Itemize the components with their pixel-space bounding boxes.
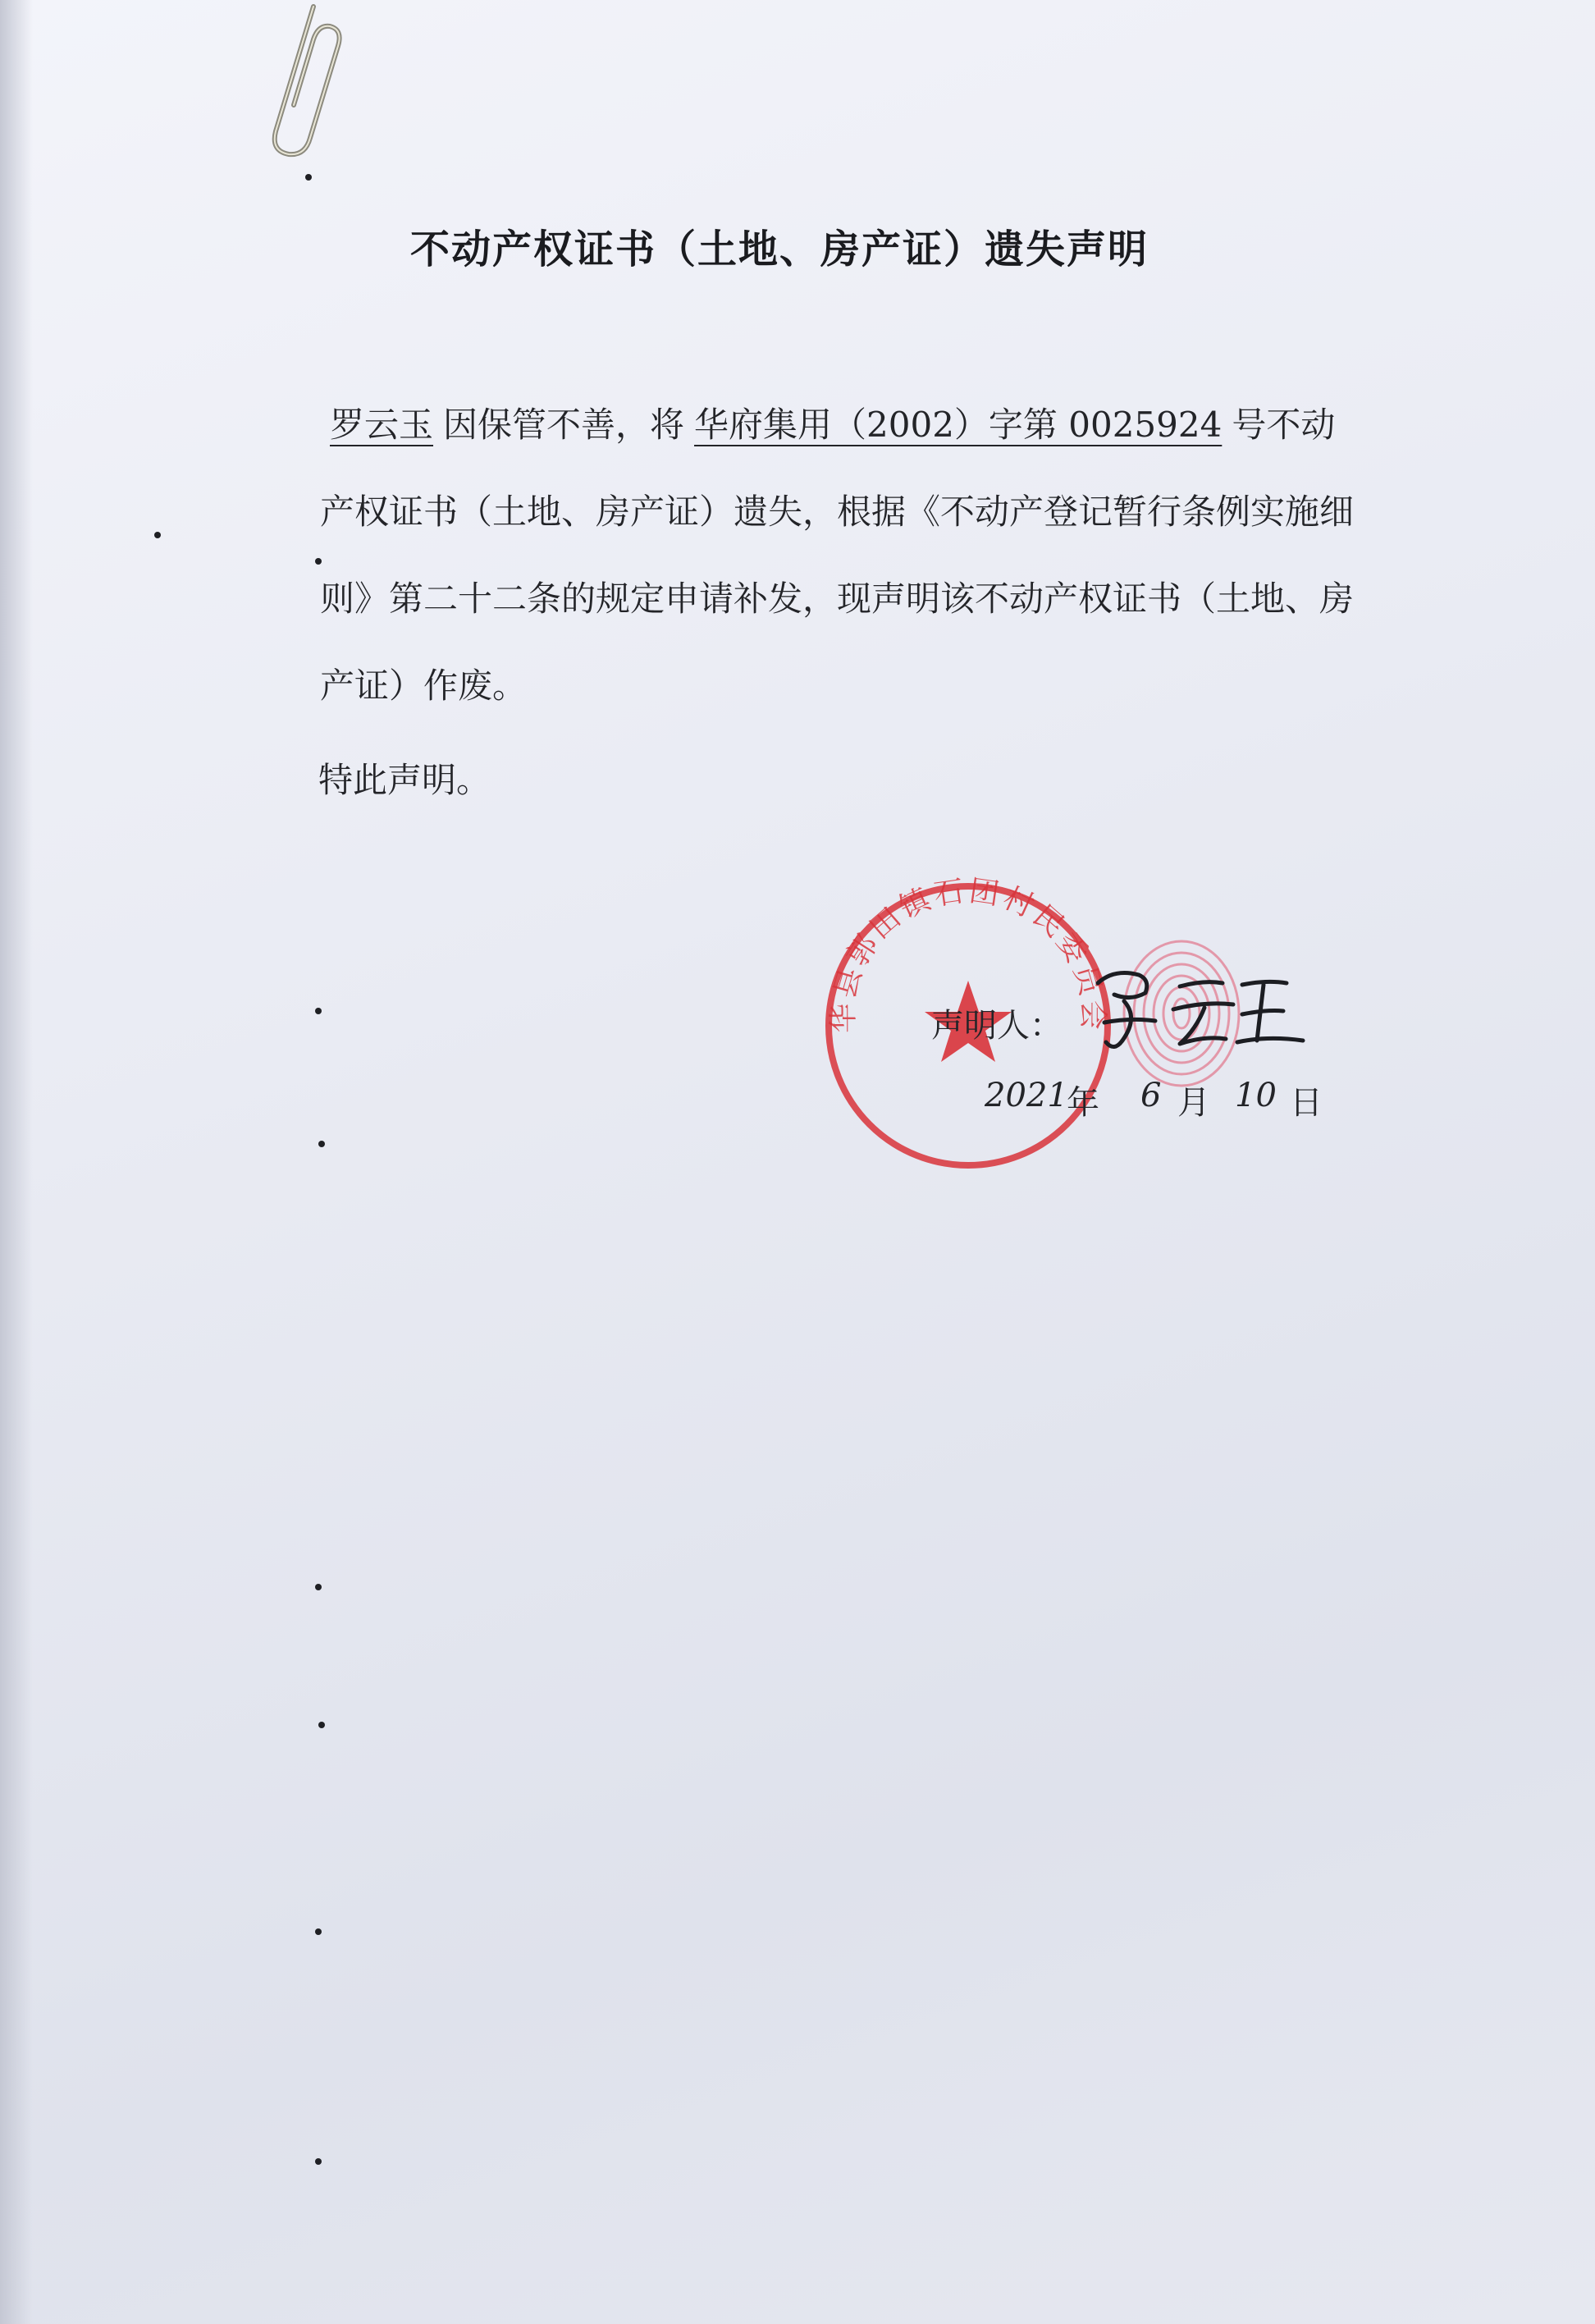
- paperclip-icon: [246, 0, 353, 164]
- closing-text: 特此声明。: [318, 760, 491, 800]
- statement-body: [246, 382, 1354, 730]
- text-after-name: 因保管不善，将: [443, 405, 685, 445]
- date-year-char: 年: [1067, 1084, 1099, 1122]
- date-month-char: 月: [1177, 1084, 1210, 1122]
- page-edge-shadow: [0, 0, 33, 2324]
- signer-label: 声明人：: [931, 1007, 1063, 1045]
- date-month: 6: [1140, 1077, 1162, 1114]
- date-year: 2021: [985, 1077, 1068, 1114]
- document-title: 不动产权证书（土地、房产证）遗失声明: [410, 226, 1149, 272]
- declarant-name: 罗云玉: [330, 405, 434, 445]
- seal-text: 华县郭田镇石团村民委员会: [826, 874, 1110, 1033]
- date-day: 10: [1235, 1077, 1277, 1114]
- handwritten-signature: [1081, 944, 1311, 1067]
- text-after-number: 号不动产权证书（土地、房产证）遗失，根据《不动产登记暂行条例实施细则》第二十二条的规定申请补发，现声明该不动产权证书（土地、房产证）作废。: [320, 405, 1355, 706]
- date-day-char: 日: [1290, 1084, 1323, 1122]
- certificate-number: 华府集用（2002）字第 0025924: [694, 405, 1223, 445]
